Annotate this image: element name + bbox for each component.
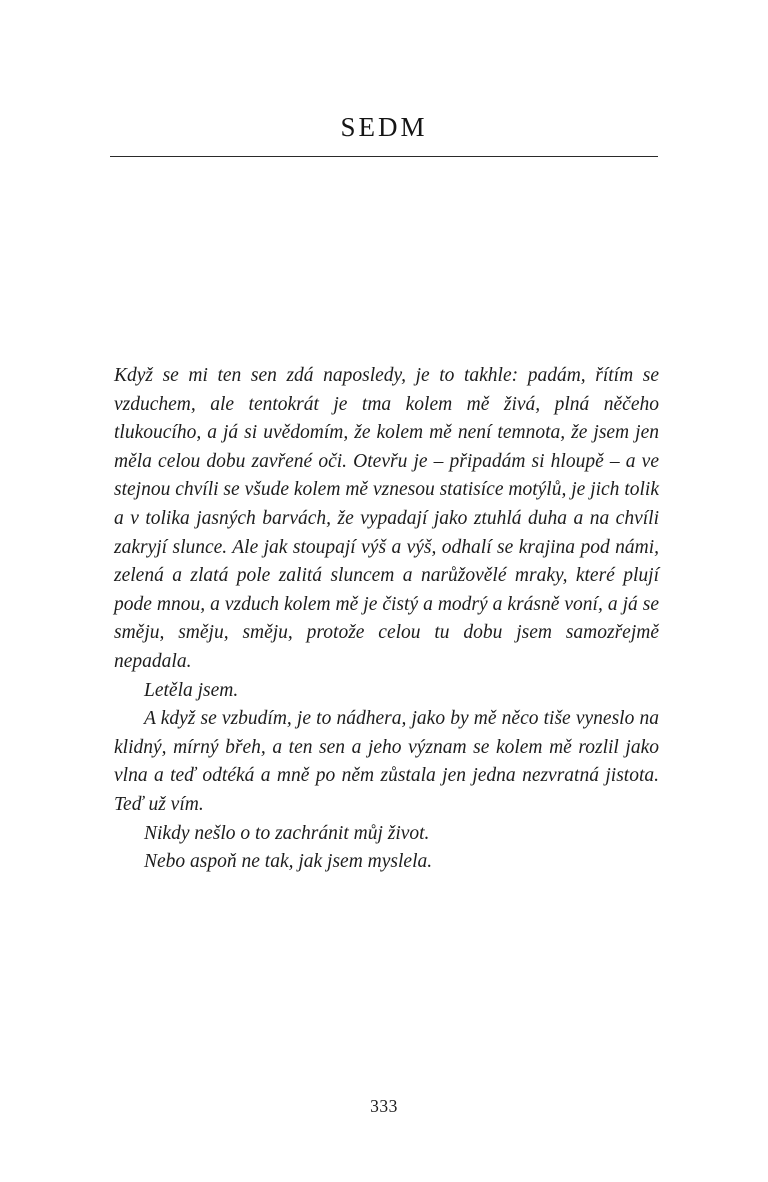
chapter-header	[110, 112, 658, 157]
paragraph: Nikdy nešlo o to zachránit můj život.	[144, 822, 430, 844]
paragraph: Když se mi ten sen zdá naposledy, je to takhle: padám, řítím se vzduchem, ale tentokrát je tma kolem mě živá, plná něčeho tlukoucího, a já si uvědomím, že kolem mě není temnota, že jsem jen měla celou dobu zavřené oči. Otevřu je – připadám si hloupě – a ve stejnou chvíli se všude kolem mě vznesou statisíce motýlů, je jich tolik a v tolika jasných barvách, že vypadají jako ztuhlá duha a na chvíli zakryjí slunce. Ale jak stoupají výš a výš, odhalí se krajina pod námi, zelená a zlatá pole zalitá sluncem a narůžovělé mraky, které plují pode mnou, a vzduch kolem mě je čistý a modrý a krásně voní, a já se směju, směju, směju, protože celou tu dobu jsem samozřejmě nepadala.	[114, 365, 659, 672]
body-text	[114, 362, 659, 877]
chapter-title: SEDM	[340, 112, 428, 142]
page-number: 333	[370, 1096, 398, 1116]
paragraph: A když se vzbudím, je to nádhera, jako by mě něco tiše vyneslo na klidný, mírný břeh, a ten sen a jeho význam se kolem mě rozlil jako vlna a teď odtéká a mně po něm zůstala jen jedna nezvratná jistota. Teď už vím.	[114, 708, 659, 815]
chapter-title-rule	[110, 156, 658, 157]
paragraph: Nebo aspoň ne tak, jak jsem myslela.	[144, 851, 433, 873]
paragraph: Letěla jsem.	[144, 679, 239, 701]
